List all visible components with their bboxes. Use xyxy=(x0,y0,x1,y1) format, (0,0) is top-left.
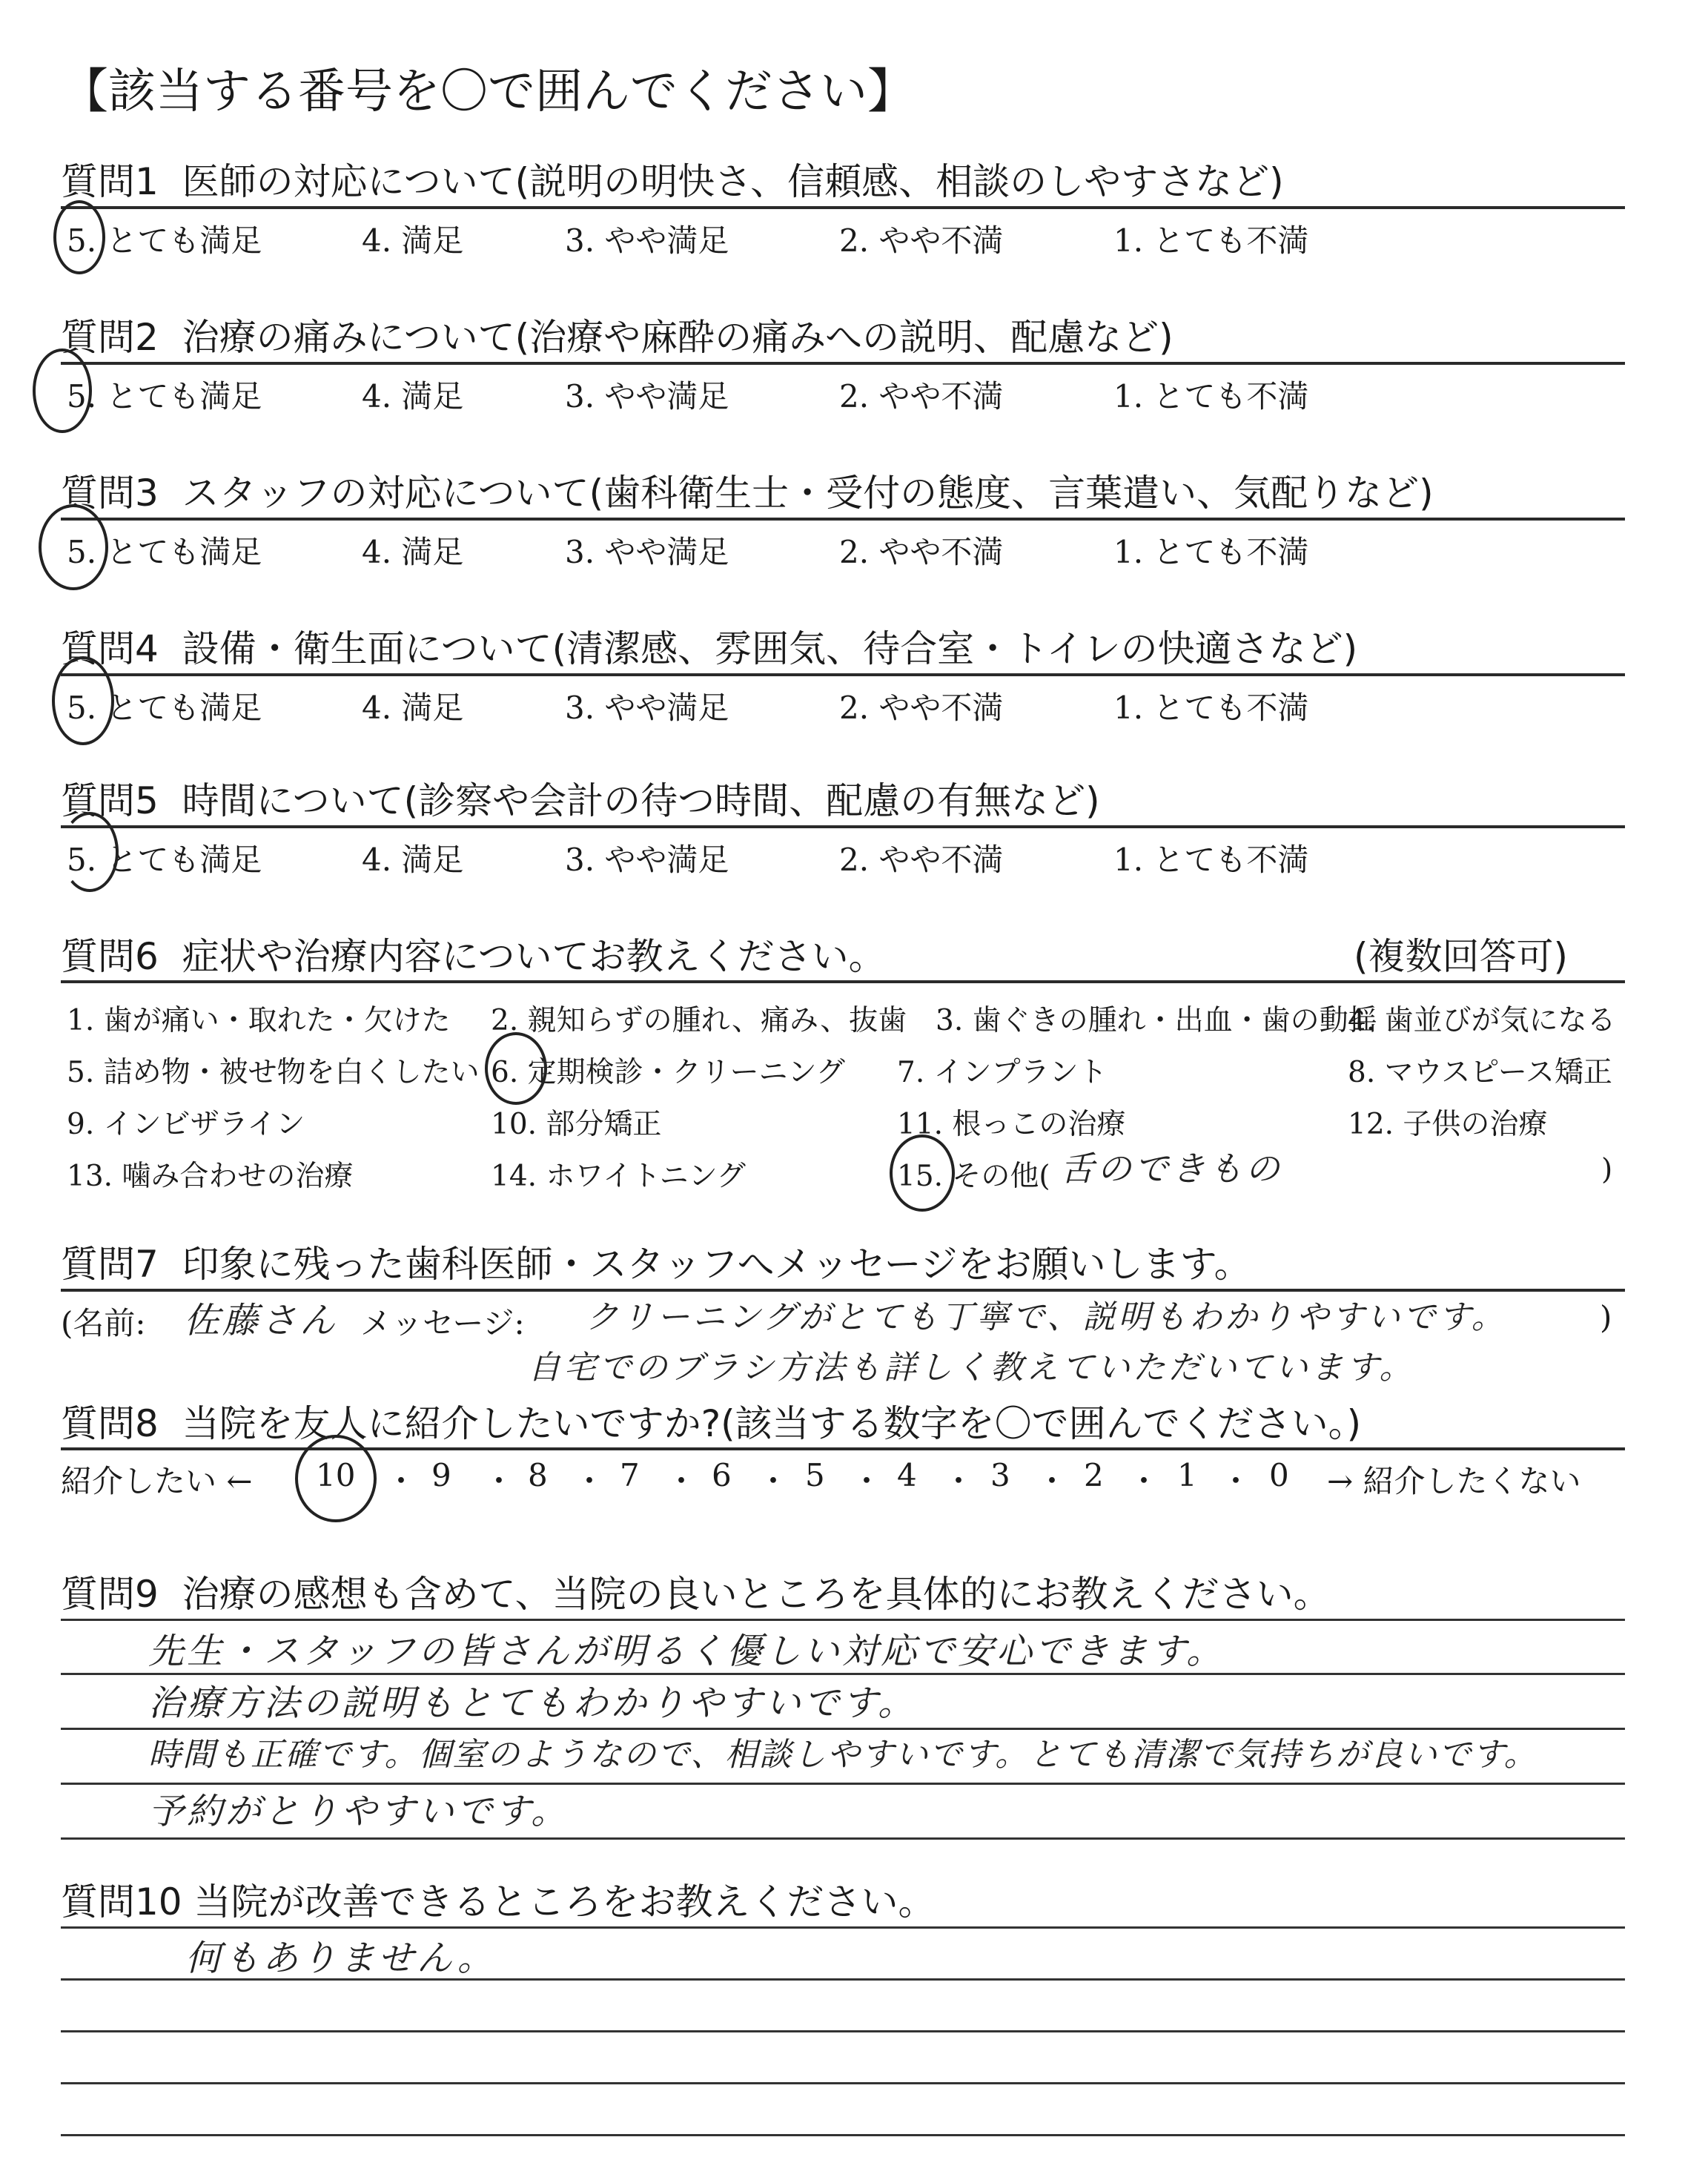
q6-option-15[interactable]: 15. その他( xyxy=(897,1160,1050,1193)
q6-option-10[interactable]: 10. 部分矯正 xyxy=(491,1108,662,1141)
q5-option-3[interactable]: 3. やや満足 xyxy=(565,842,729,878)
question-4-heading xyxy=(61,619,1357,673)
question-6-heading xyxy=(61,927,886,980)
q7-message-label: メッセージ: xyxy=(360,1305,525,1341)
question-4-label: 質問4 xyxy=(61,627,159,670)
q8-scale-dot: ・ xyxy=(574,1463,606,1499)
q3-option-4[interactable]: 4. 満足 xyxy=(362,534,464,570)
q6-option-14[interactable]: 14. ホワイトニング xyxy=(491,1160,746,1193)
q8-scale-dot: ・ xyxy=(1036,1463,1068,1499)
question-8-rule xyxy=(61,1447,1625,1450)
question-7-label: 質問7 xyxy=(61,1243,159,1286)
q2-option-3[interactable]: 3. やや満足 xyxy=(565,378,729,415)
question-1-label: 質問1 xyxy=(61,160,159,203)
q8-scale-5[interactable]: 5 xyxy=(805,1457,825,1493)
question-3-heading xyxy=(61,463,1434,517)
q2-option-5[interactable]: 5. とても満足 xyxy=(67,378,262,415)
question-2-text: 治療の痛みについて(治療や麻酔の痛みへの説明、配慮など) xyxy=(182,316,1174,359)
q6-option-1[interactable]: 1. 歯が痛い・取れた・欠けた xyxy=(67,1004,451,1037)
question-9-label: 質問9 xyxy=(61,1573,159,1616)
q8-left-label: 紹介したい ← xyxy=(61,1463,253,1499)
q4-option-1[interactable]: 1. とても不満 xyxy=(1113,690,1309,726)
question-6-text: 症状や治療内容についてお教えください。 xyxy=(182,935,886,978)
q8-scale-7[interactable]: 7 xyxy=(620,1457,640,1493)
q6-option-3[interactable]: 3. 歯ぐきの腫れ・出血・歯の動揺 xyxy=(936,1004,1377,1037)
q8-scale-4[interactable]: 4 xyxy=(897,1457,917,1493)
question-3-label: 質問3 xyxy=(61,472,159,515)
question-6-rule xyxy=(61,980,1625,983)
question-10-label: 質問10 xyxy=(61,1880,182,1923)
q8-scale-6[interactable]: 6 xyxy=(712,1457,732,1493)
q10-rule-line xyxy=(61,2134,1625,2136)
q1-option-2[interactable]: 2. やや不満 xyxy=(839,222,1004,259)
q8-scale-dot: ・ xyxy=(385,1463,417,1499)
q8-right-label: → 紹介したくない xyxy=(1327,1463,1581,1499)
q6-option-2[interactable]: 2. 親知らずの腫れ、痛み、抜歯 xyxy=(491,1004,907,1037)
q5-option-2[interactable]: 2. やや不満 xyxy=(839,842,1004,878)
q7-name-value[interactable]: 佐藤さん xyxy=(184,1300,339,1341)
q7-name-label: (名前: xyxy=(61,1305,146,1341)
q8-scale-0[interactable]: 0 xyxy=(1269,1457,1289,1493)
q9-rule-line xyxy=(61,1837,1625,1840)
q10-rule-line xyxy=(61,2082,1625,2084)
q6-option-4[interactable]: 4. 歯並びが気になる xyxy=(1348,1004,1616,1037)
q3-option-1[interactable]: 1. とても不満 xyxy=(1113,534,1309,570)
q8-scale-8[interactable]: 8 xyxy=(528,1457,548,1493)
question-10-text: 当院が改善できるところをお教えください。 xyxy=(193,1880,936,1923)
q8-scale-dot: ・ xyxy=(666,1463,698,1499)
q4-option-2[interactable]: 2. やや不満 xyxy=(839,690,1004,726)
q5-option-1[interactable]: 1. とても不満 xyxy=(1113,842,1309,878)
q8-scale-2[interactable]: 2 xyxy=(1084,1457,1104,1493)
q4-option-3[interactable]: 3. やや満足 xyxy=(565,690,729,726)
q1-option-3[interactable]: 3. やや満足 xyxy=(565,222,729,259)
q6-option-7[interactable]: 7. インプラント xyxy=(897,1056,1108,1089)
q10-rule-line xyxy=(61,1926,1625,1929)
question-4-text: 設備・衛生面について(清潔感、雰囲気、待合室・トイレの快適さなど) xyxy=(182,627,1358,670)
q9-answer-line: 時間も正確です。個室のようなので、相談しやすいです。とても清潔で気持ちが良いです。 xyxy=(148,1736,1538,1774)
question-7-text: 印象に残った歯科医師・スタッフへメッセージをお願いします。 xyxy=(182,1243,1251,1286)
question-8-heading xyxy=(61,1394,1361,1447)
q6-option-11[interactable]: 11. 根っこの治療 xyxy=(897,1108,1126,1141)
q8-scale-10[interactable]: 10 xyxy=(316,1457,356,1493)
q9-answer-line: 治療方法の説明もとてもわかりやすいです。 xyxy=(148,1682,917,1724)
q8-scale-dot: ・ xyxy=(943,1463,975,1499)
q8-scale-dot: ・ xyxy=(758,1463,790,1499)
q5-option-5[interactable]: 5. とても満足 xyxy=(67,842,262,878)
q6-selection-circle-6 xyxy=(485,1032,547,1105)
q6-option-5[interactable]: 5. 詰め物・被せ物を白くしたい xyxy=(67,1056,480,1089)
question-5-rule xyxy=(61,825,1625,828)
q7-message-line: クリーニングがとても丁寧で、説明もわかりやすいです。 xyxy=(586,1298,1507,1336)
question-5-text: 時間について(診察や会計の待つ時間、配慮の有無など) xyxy=(182,779,1100,822)
question-5-heading xyxy=(61,771,1100,825)
q7-close-paren: ) xyxy=(1600,1299,1612,1335)
q8-scale-3[interactable]: 3 xyxy=(990,1457,1010,1493)
question-6-note: (複数回答可) xyxy=(1354,935,1569,978)
q6-other-close-paren: ) xyxy=(1601,1153,1613,1186)
q2-option-1[interactable]: 1. とても不満 xyxy=(1113,378,1309,415)
q1-selection-circle xyxy=(53,200,105,274)
question-1-heading xyxy=(61,152,1284,205)
q4-selection-circle xyxy=(52,656,114,745)
q9-answer-line: 先生・スタッフの皆さんが明るく優しい対応で安心できます。 xyxy=(148,1631,1225,1672)
q9-rule-line xyxy=(61,1619,1625,1621)
q8-scale-dot: ・ xyxy=(1220,1463,1252,1499)
question-8-text: 当院を友人に紹介したいですか?(該当する数字を〇で囲んでください。) xyxy=(182,1402,1362,1445)
q3-option-2[interactable]: 2. やや不満 xyxy=(839,534,1004,570)
q8-scale-1[interactable]: 1 xyxy=(1177,1457,1197,1493)
q4-option-5[interactable]: 5. とても満足 xyxy=(67,690,262,726)
question-1-text: 医師の対応について(説明の明快さ、信頼感、相談のしやすさなど) xyxy=(182,160,1284,203)
q5-selection-circle xyxy=(61,812,119,892)
q10-answer-line: 何もありません。 xyxy=(185,1938,496,1979)
q8-selection-circle xyxy=(295,1435,377,1522)
q6-other-answer[interactable]: 舌のできもの xyxy=(1060,1149,1282,1189)
q6-selection-circle-15 xyxy=(890,1135,955,1212)
question-7-heading xyxy=(61,1235,1251,1288)
q2-selection-circle xyxy=(33,349,92,433)
question-2-rule xyxy=(61,362,1625,365)
question-3-rule xyxy=(61,518,1625,521)
question-4-rule xyxy=(61,673,1625,676)
q2-option-2[interactable]: 2. やや不満 xyxy=(839,378,1004,415)
q3-option-3[interactable]: 3. やや満足 xyxy=(565,534,729,570)
q7-message-line: 自宅でのブラシ方法も詳しく教えていただいています。 xyxy=(528,1349,1415,1387)
q1-option-5[interactable]: 5. とても満足 xyxy=(67,222,262,259)
question-1-rule xyxy=(61,206,1625,209)
q3-option-5[interactable]: 5. とても満足 xyxy=(67,534,262,570)
question-10-heading xyxy=(61,1872,936,1926)
q8-scale-dot: ・ xyxy=(1128,1463,1160,1499)
q2-option-4[interactable]: 4. 満足 xyxy=(362,378,464,415)
q3-selection-circle xyxy=(39,504,108,590)
question-8-label: 質問8 xyxy=(61,1402,159,1445)
question-6-label: 質問6 xyxy=(61,935,159,978)
q4-option-4[interactable]: 4. 満足 xyxy=(362,690,464,726)
q6-option-12[interactable]: 12. 子供の治療 xyxy=(1348,1108,1548,1141)
q5-option-4[interactable]: 4. 満足 xyxy=(362,842,464,878)
form-title: 【該当する番号を〇で囲んでください】 xyxy=(61,65,915,119)
q8-scale-dot: ・ xyxy=(851,1463,883,1499)
q10-rule-line xyxy=(61,2030,1625,2032)
q8-scale-dot: ・ xyxy=(483,1463,515,1499)
question-9-text: 治療の感想も含めて、当院の良いところを具体的にお教えください。 xyxy=(182,1573,1331,1616)
q6-option-13[interactable]: 13. 噛み合わせの治療 xyxy=(67,1160,354,1193)
q6-option-8[interactable]: 8. マウスピース矯正 xyxy=(1348,1056,1612,1089)
q1-option-4[interactable]: 4. 満足 xyxy=(362,222,464,259)
q8-scale-9[interactable]: 9 xyxy=(431,1457,451,1493)
question-2-heading xyxy=(61,308,1174,361)
question-2-label: 質問2 xyxy=(61,316,159,359)
question-9-heading xyxy=(61,1565,1331,1618)
question-3-text: スタッフの対応について(歯科衛生士・受付の態度、言葉遣い、気配りなど) xyxy=(182,472,1434,515)
q6-option-6[interactable]: 6. 定期検診・クリーニング xyxy=(491,1056,845,1089)
q1-option-1[interactable]: 1. とても不満 xyxy=(1113,222,1309,259)
q6-option-9[interactable]: 9. インビザライン xyxy=(67,1108,305,1141)
question-5-label: 質問5 xyxy=(61,779,159,822)
q9-answer-line: 予約がとりやすいです。 xyxy=(148,1791,570,1832)
